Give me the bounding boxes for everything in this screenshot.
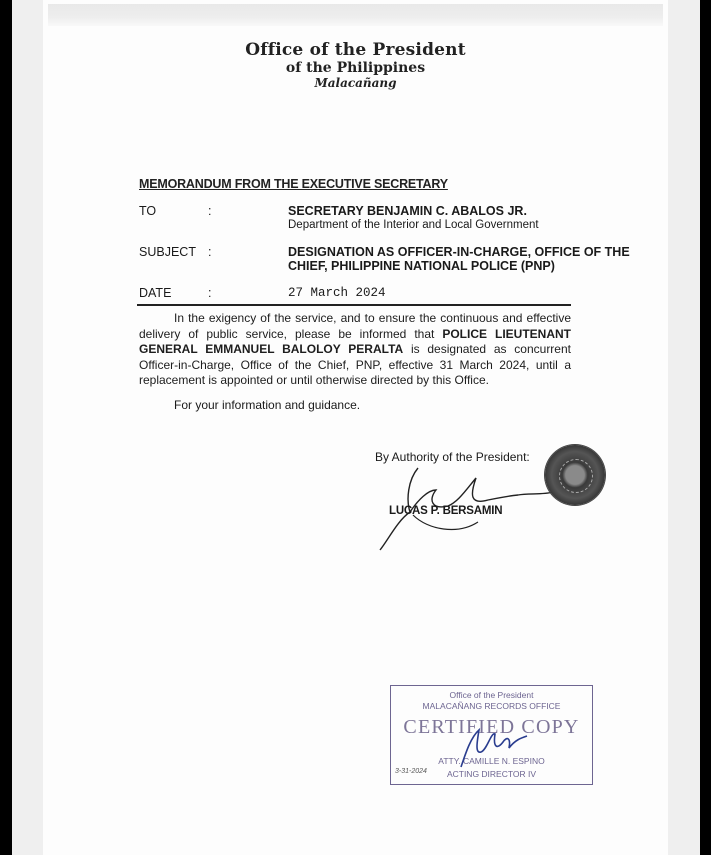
stamp-signature-icon xyxy=(431,722,551,772)
closing-line: For your information and guidance. xyxy=(174,398,361,412)
letterhead-line-2: of the Philippines xyxy=(285,60,426,76)
stamp-title: CERTIFIED COPY xyxy=(403,716,580,738)
memo-body xyxy=(139,311,571,389)
stamp-position: ACTING DIRECTOR IV xyxy=(446,769,537,779)
body-text-2: is designated as concurrent Officer-in-Charge, Office of the Chief, PNP, effective 31 March 2024, until a replacement is appointed or until otherwise directed by this Office. xyxy=(139,342,571,387)
letterhead-line-1: Office of the President xyxy=(245,40,466,60)
authority-line: By Authority of the President: xyxy=(375,450,530,464)
stamp-name: ATTY. CAMILLE N. ESPINO xyxy=(438,756,545,766)
stamp-line-2: MALACAÑANG RECORDS OFFICE xyxy=(422,701,561,711)
scan-smudge xyxy=(48,4,663,26)
to-value xyxy=(288,204,628,231)
letterhead xyxy=(43,40,668,91)
officer-name: POLICE LIEUTENANT GENERAL EMMANUEL BALOLOY PERALTA xyxy=(139,326,571,356)
stamp-handwritten-date: 3-31-2024 xyxy=(395,768,427,775)
memo-page xyxy=(43,0,668,855)
subject-line-2: CHIEF, PHILIPPINE NATIONAL POLICE (PNP) xyxy=(288,259,555,273)
memo-heading: MEMORANDUM FROM THE EXECUTIVE SECRETARY xyxy=(139,177,448,191)
stamp-line-1: Office of the President xyxy=(449,690,534,700)
subject-line-1: DESIGNATION AS OFFICER-IN-CHARGE, OFFICE OF THE xyxy=(288,245,630,259)
body-text-1: In the exigency of the service, and to ensure the continuous and effective delivery of public service, please be informed that xyxy=(139,311,571,341)
seal-emblem xyxy=(559,459,593,493)
subject-label: SUBJECT xyxy=(139,245,196,259)
presidential-seal-icon xyxy=(545,445,605,505)
to-label: TO xyxy=(139,204,157,218)
signatory-name: LUCAS P. BERSAMIN xyxy=(389,505,503,517)
date-colon: : xyxy=(208,286,212,300)
date-value: 27 March 2024 xyxy=(288,286,386,300)
subject-value xyxy=(288,245,668,273)
divider-rule xyxy=(137,304,571,306)
to-name: SECRETARY BENJAMIN C. ABALOS JR. xyxy=(288,204,527,218)
date-label: DATE xyxy=(139,286,172,300)
to-colon: : xyxy=(208,204,212,218)
certified-copy-stamp xyxy=(390,685,593,785)
letterhead-line-3: Malacañang xyxy=(314,76,397,90)
body-paragraph xyxy=(139,311,571,389)
subject-colon: : xyxy=(208,245,212,259)
to-department: Department of the Interior and Local Government xyxy=(288,219,539,231)
